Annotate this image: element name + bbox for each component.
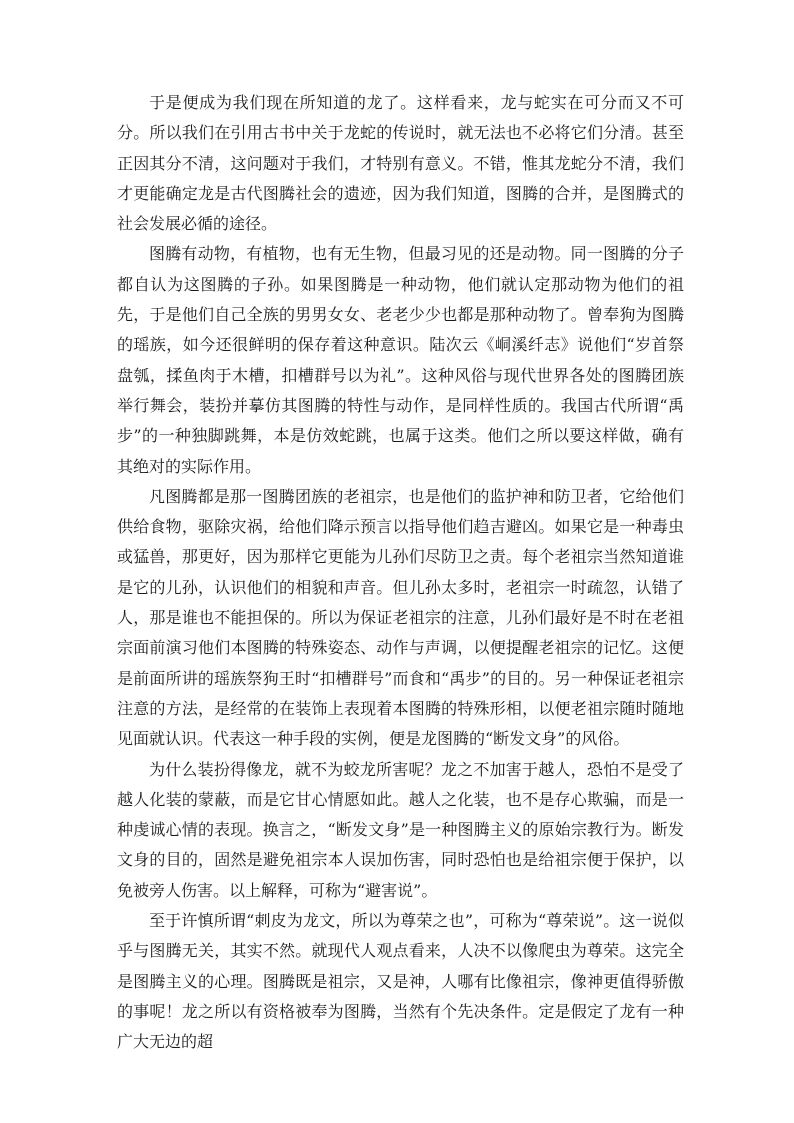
paragraph-2: 图腾有动物，有植物，也有无生物，但最习见的还是动物。同一图腾的分子都自认为这图腾的子孙。如果图腾是一种动物，他们就认定那动物为他们的祖先，于是他们自己全族的男男女女、老老少少也都是那种动物了。曾奉狗为图腾的瑶族，如今还很鲜明的保存着这种意识。陆次云《峒溪纤志》说他们“岁首祭盘瓠，揉鱼肉于木槽，扣槽群号以为礼”。这种风俗与现代世界各处的图腾团族举行舞会，装扮并摹仿其图腾的特性与动作，是同样性质的。我国古代所谓“禹步”的一种独脚跳舞，本是仿效蛇跳，也属于这类。他们之所以要这样做，确有其绝对的实际作用。 <box>117 244 684 476</box>
paragraph-5: 至于许慎所谓“刺皮为龙文，所以为尊荣之也”，可称为“尊荣说”。这一说似乎与图腾无关，其实不然。就现代人观点看来，人决不以像爬虫为尊荣。这完全是图腾主义的心理。图腾既是祖宗，又是神，人哪有比像祖宗，像神更值得骄傲的事呢！龙之所以有资格被奉为图腾，当然有个先决条件。定是假定了龙有一种广大无边的超 <box>117 911 684 1052</box>
paragraph-4: 为什么装扮得像龙，就不为蛟龙所害呢？龙之不加害于越人，恐怕不是受了越人化装的蒙蔽，而是它甘心情愿如此。越人之化装，也不是存心欺骗，而是一种虔诚心情的表现。换言之，“断发文身”是一种图腾主义的原始宗教行为。断发文身的目的，固然是避免祖宗本人误加伤害，同时恐怕也是给祖宗便于保护，以免被旁人伤害。以上解释，可称为“避害说”。 <box>117 759 684 900</box>
paragraph-1: 于是便成为我们现在所知道的龙了。这样看来，龙与蛇实在可分而又不可分。所以我们在引用古书中关于龙蛇的传说时，就无法也不必将它们分清。甚至正因其分不清，这问题对于我们，才特别有意义。不错，惟其龙蛇分不清，我们才更能确定龙是古代图腾社会的遗迹，因为我们知道，图腾的合并，是图腾式的社会发展必循的途径。 <box>117 93 684 234</box>
body-text <box>117 88 684 1058</box>
paragraph-3: 凡图腾都是那一图腾团族的老祖宗，也是他们的监护神和防卫者，它给他们供给食物，驱除灾祸，给他们降示预言以指导他们趋吉避凶。如果它是一种毒虫或猛兽，那更好，因为那样它更能为儿孙们尽防卫之责。每个老祖宗当然知道谁是它的儿孙，认识他们的相貌和声音。但儿孙太多时，老祖宗一时疏忽，认错了人，那是谁也不能担保的。所以为保证老祖宗的注意，儿孙们最好是不时在老祖宗面前演习他们本图腾的特殊姿态、动作与声调，以便提醒老祖宗的记忆。这便是前面所讲的瑶族祭狗王时“扣槽群号”而食和“禹步”的目的。另一种保证老祖宗注意的方法，是经常的在装饰上表现着本图腾的特殊形相，以便老祖宗随时随地见面就认识。代表这一种手段的实例，便是龙图腾的“断发文身”的风俗。 <box>117 486 684 749</box>
